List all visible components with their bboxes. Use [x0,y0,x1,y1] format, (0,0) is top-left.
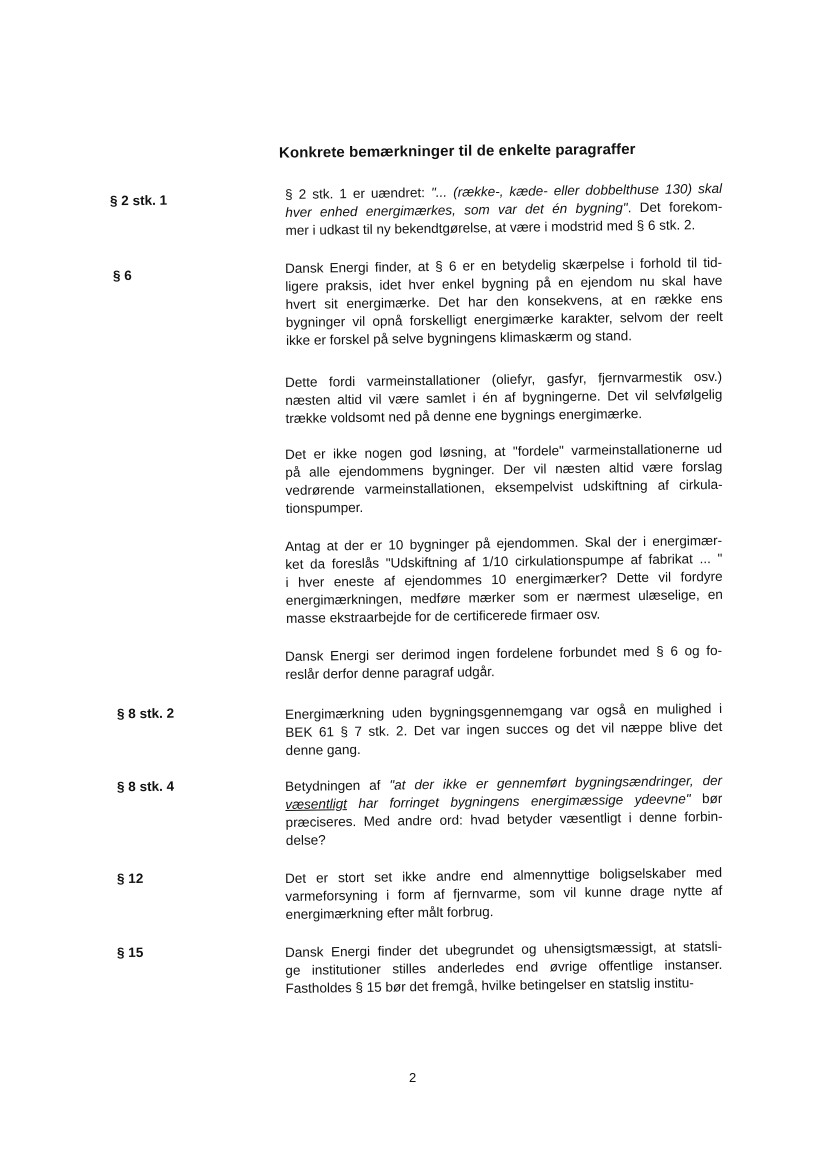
text-run: hvert sit energimærke. Det har den konsekvens, at en række ens [285,290,723,312]
text-run: har forringet bygningens energimæssige ydeevne" [346,791,691,812]
section-label-6: § 6 [112,267,132,284]
text-run: energimærkning efter målt forbrug. [285,904,494,922]
paragraph-8-stk-2 [285,700,723,760]
text-run: på alle ejendommens bygninger. Der vil næsten altid være forslag [285,458,723,480]
text-run: væsentligt [285,796,347,812]
text-run: i hver eneste af ejendommes 10 energimærker? Dette vil fordyre [285,568,723,590]
text-run: ge institutioner stilles anderledes end øvrige offentlige instanser. [285,956,723,978]
text-run: bør [690,790,723,807]
text-run: § 2 stk. 1 er uændret: [285,184,432,202]
text-run: næsten altid vil være samlet i én af bygningerne. Det vil selvfølgelig [285,386,723,408]
page-heading: Konkrete bemærkninger til de enkelte paragraffer [278,140,636,162]
text-run: bygninger vil opnå forskelligt energimærke karakter, selvom der reelt [285,308,723,330]
text-run: Dansk Energi finder, at § 6 er en betydelig skærpelse i forhold til tid- [285,254,723,276]
paragraph-6-b [285,368,723,428]
paragraph-15 [285,938,723,998]
text-run: Dansk Energi ser derimod ingen fordelene forbundet med § 6 og fo- [285,642,723,664]
text-run: varmeforsyning i form af fjernvarme, som vil kunne drage nytte af [285,882,723,904]
text-run: hver enhed energimærkes, som var det én bygning" [285,200,628,220]
section-label-2-stk-1: § 2 stk. 1 [109,192,168,209]
text-run: masse ekstraarbejde for de certificerede firmaer osv. [286,606,601,626]
section-label-12: § 12 [116,870,144,887]
text-run: Energimærkning uden bygningsgennemgang var også en mulighed i [285,700,723,722]
paragraph-2-stk-1 [285,180,723,240]
text-run: Dansk Energi finder det ubegrundet og uhensigtsmæssigt, at statsli- [285,938,723,960]
text-run: ket da foreslås "Udskiftning af 1/10 cirkulationspumpe af fabrikat ... " [285,550,723,572]
text-run: vedrørende varmeinstallationen, eksempelvist udskiftning af cirkula- [285,476,723,498]
text-run: Fastholdes § 15 bør det fremgå, hvilke betingelser en statslig institu- [285,975,694,996]
paragraph-6-e [285,642,722,684]
text-run: Betydningen af [285,777,390,794]
text-run: "at der ikke er gennemført bygningsændringer, der [389,772,723,793]
text-run: ikke er forskel på selve bygningens klimaskærm og stand. [286,328,633,348]
text-run: trække voldsomt ned på denne ene bygnings energimærke. [285,406,643,426]
text-run: ligere praksis, idet hver enkel bygning på en ejendom nu skal have [285,272,723,294]
text-run: Antag at der er 10 bygninger på ejendommen. Skal der i energimær- [285,532,723,554]
text-run: reslår derfor denne paragraf udgår. [285,664,495,682]
paragraph-6-c [285,440,723,518]
text-run: . Det forekom- [627,198,723,216]
paragraph-6-d [285,532,723,628]
text-run: mer i udkast til ny bekendtgørelse, at være i modstrid med § 6 stk. 2. [285,217,696,238]
text-run: "... (række-, kæde- eller dobbelthuse 130) skal [430,180,723,200]
text-run: BEK 61 § 7 stk. 2. Det var ingen succes og det vil næppe blive det [285,718,723,740]
text-run: præciseres. Med andre ord: hvad betyder væsentligt i denne forbin- [285,808,723,830]
text-run: Det er ikke nogen god løsning, at "fordele" varmeinstallationerne ud [285,440,723,462]
paragraph-8-stk-4 [285,772,723,850]
section-label-15: § 15 [116,944,144,961]
text-run: tionspumper. [285,499,364,516]
text-run: energimærkningen, medføre mærker som er nærmest ulæselige, en [285,586,723,608]
text-run: Det er stort set ikke andre end almennyttige boligselskaber med [285,864,723,886]
text-run: delse? [285,832,326,848]
section-label-8-stk-2: § 8 stk. 2 [116,705,175,722]
text-run: Dette fordi varmeinstallationer (oliefyr, gasfyr, fjernvarmestik osv.) [285,368,723,390]
paragraph-6-a [285,254,723,350]
paragraph-12 [285,864,723,924]
section-label-8-stk-4: § 8 stk. 4 [116,778,175,795]
text-run: denne gang. [285,741,361,758]
page-number: 2 [409,1070,417,1085]
